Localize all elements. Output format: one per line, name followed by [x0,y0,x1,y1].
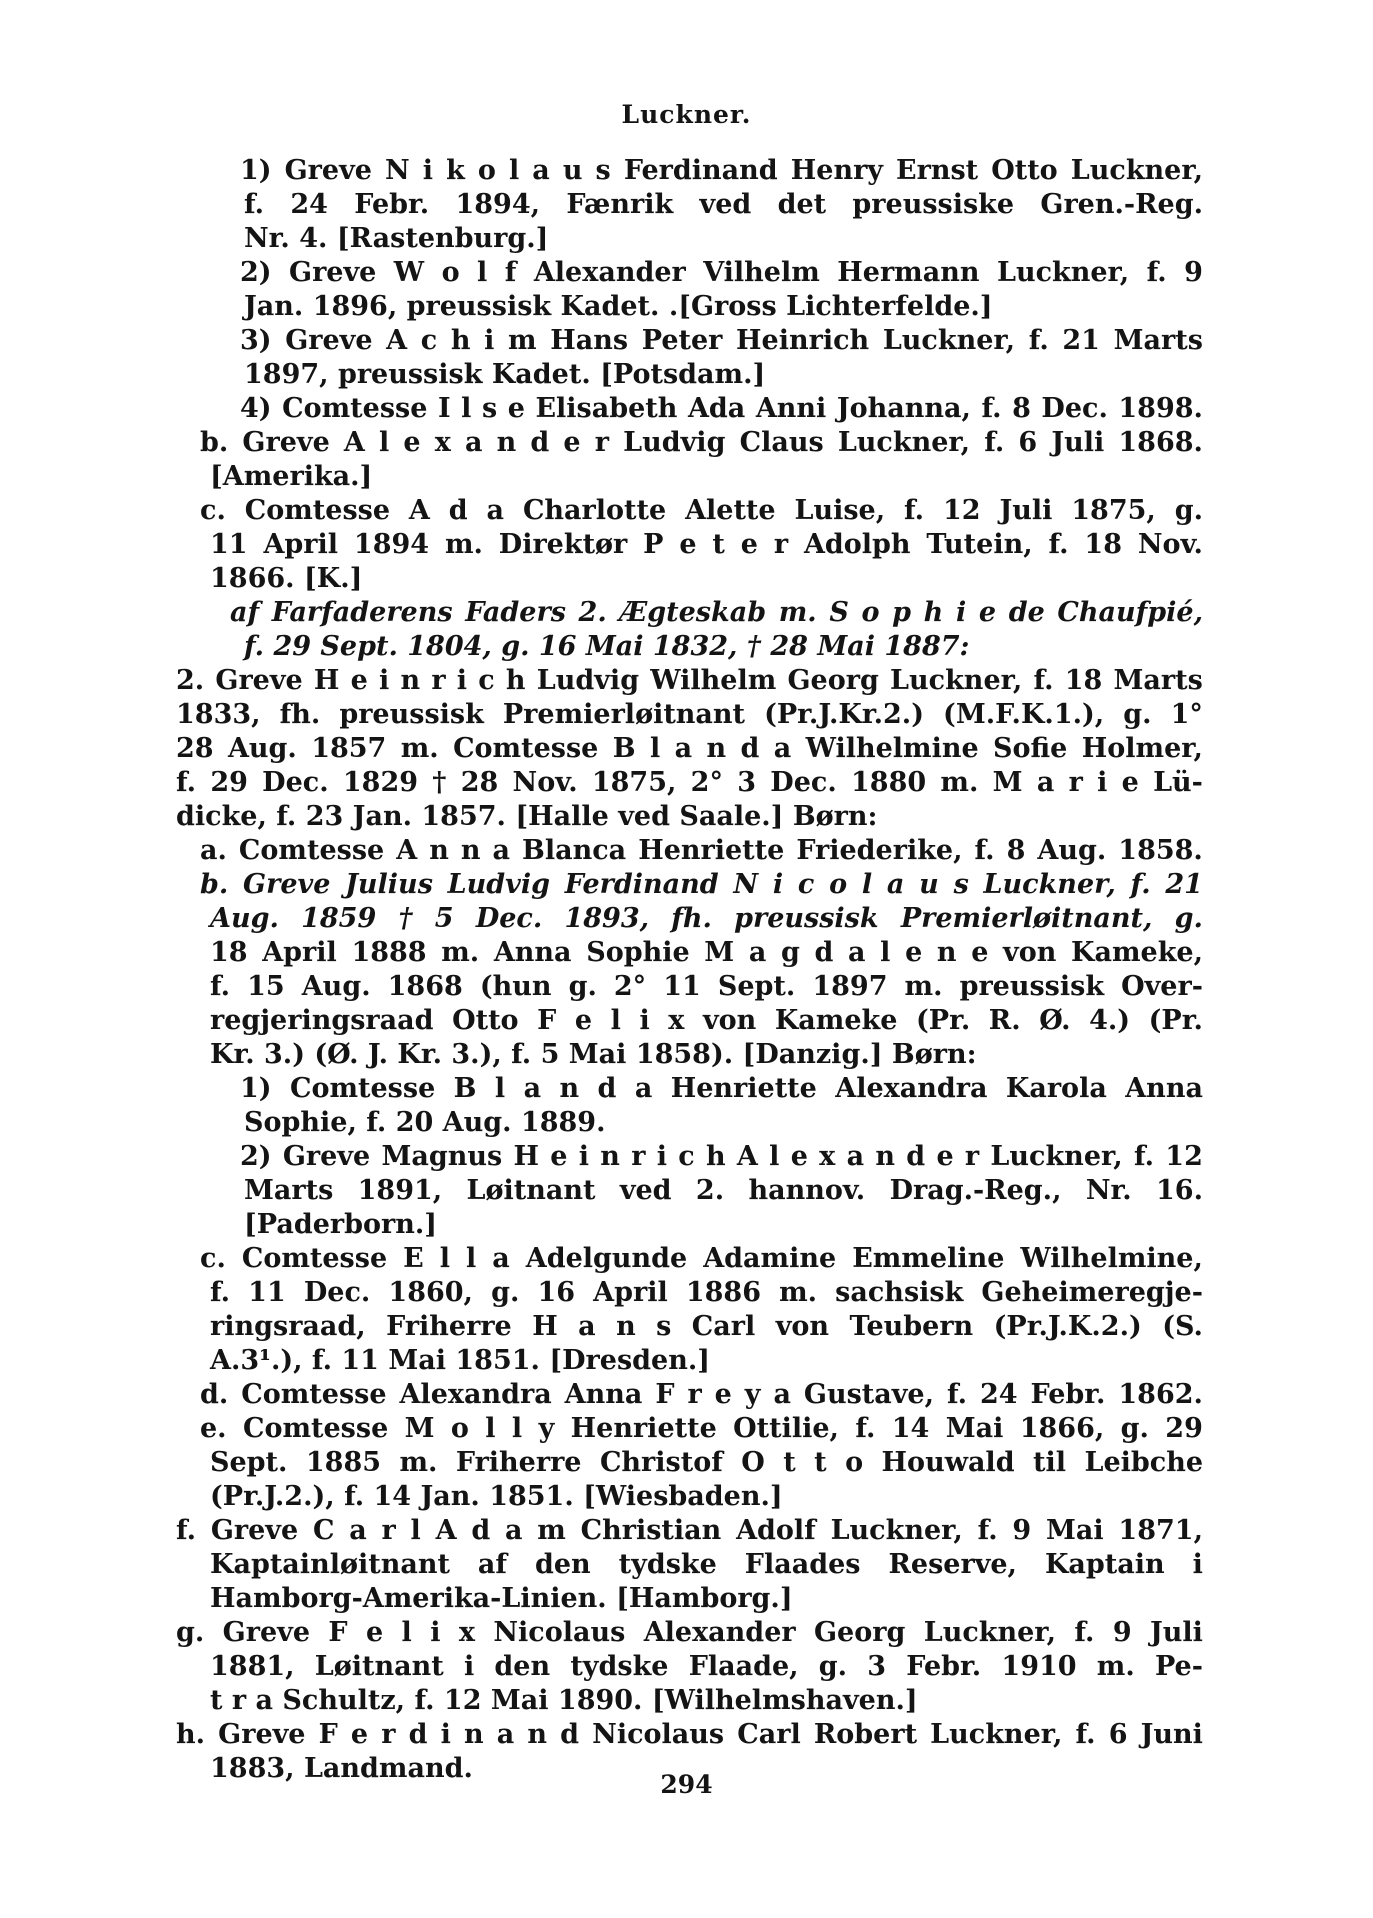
text-line: f. 29 Dec. 1829 † 28 Nov. 1875, 2° 3 Dec. 1880 m. M a r i e Lü- [176,767,1203,798]
text-line: Sept. 1885 m. Friherre Christof O t t o Houwald til Leibche [210,1447,1203,1478]
text-line: b. Greve Julius Ludvig Ferdinand N i c o l a u s Luckner, f. 21 [200,869,1203,900]
text-line: 11 April 1894 m. Direktør P e t e r Adolph Tutein, f. 18 Nov. [210,529,1203,560]
text-line: Aug. 1859 † 5 Dec. 1893, fh. preussisk Premierløitnant, g. [210,903,1203,934]
text-line: 1) Comtesse B l a n d a Henriette Alexandra Karola Anna [240,1073,1203,1104]
text-line: Marts 1891, Løitnant ved 2. hannov. Drag.-Reg., Nr. 16. [244,1175,1203,1206]
text-line: f. 24 Febr. 1894, Fænrik ved det preussiske Gren.-Reg. [244,189,1203,220]
text-line: regjeringsraad Otto F e l i x von Kameke (Pr. R. Ø. 4.) (Pr. [210,1005,1203,1036]
text-line: Nr. 4. [Rastenburg.] [244,223,549,254]
text-line: (Pr.J.2.), f. 14 Jan. 1851. [Wiesbaden.] [210,1481,783,1512]
text-line: Kr. 3.) (Ø. J. Kr. 3.), f. 5 Mai 1858). [Danzig.] Børn: [210,1039,977,1070]
text-line: 3) Greve A c h i m Hans Peter Heinrich Luckner, f. 21 Marts [240,325,1203,356]
text-line: Kaptainløitnant af den tydske Flaades Reserve, Kaptain i [210,1549,1203,1580]
text-line: 28 Aug. 1857 m. Comtesse B l a n d a Wilhelmine Sofie Holmer, [176,733,1203,764]
text-line: c. Comtesse A d a Charlotte Alette Luise, f. 12 Juli 1875, g. [200,495,1203,526]
text-line: dicke, f. 23 Jan. 1857. [Halle ved Saale.] Børn: [176,801,878,832]
text-line: f. Greve C a r l A d a m Christian Adolf Luckner, f. 9 Mai 1871, [176,1515,1203,1546]
text-line: d. Comtesse Alexandra Anna F r e y a Gustave, f. 24 Febr. 1862. [200,1379,1203,1410]
text-line: g. Greve F e l i x Nicolaus Alexander Georg Luckner, f. 9 Juli [176,1617,1203,1648]
text-line: 1881, Løitnant i den tydske Flaade, g. 3 Febr. 1910 m. Pe- [210,1651,1203,1682]
text-line: 1883, Landmand. [210,1753,473,1784]
text-line: t r a Schultz, f. 12 Mai 1890. [Wilhelmshaven.] [210,1685,918,1716]
text-line: 2. Greve H e i n r i c h Ludvig Wilhelm Georg Luckner, f. 18 Marts [176,665,1203,696]
text-line: Jan. 1896, preussisk Kadet. .[Gross Lichterfelde.] [244,291,993,322]
text-line: [Paderborn.] [244,1209,438,1240]
text-line: A.3¹.), f. 11 Mai 1851. [Dresden.] [210,1345,711,1376]
text-line: ringsraad, Friherre H a n s Carl von Teubern (Pr.J.K.2.) (S. [210,1311,1203,1342]
text-line: f. 15 Aug. 1868 (hun g. 2° 11 Sept. 1897 m. preussisk Over- [210,971,1203,1002]
text-line: 1897, preussisk Kadet. [Potsdam.] [244,359,766,390]
text-line: c. Comtesse E l l a Adelgunde Adamine Emmeline Wilhelmine, [200,1243,1203,1274]
text-line: 1866. [K.] [210,563,363,594]
text-line: f. 29 Sept. 1804, g. 16 Mai 1832, † 28 Mai 1887: [244,631,970,662]
text-line: f. 11 Dec. 1860, g. 16 April 1886 m. sachsisk Geheimeregje- [210,1277,1203,1308]
text-line: 18 April 1888 m. Anna Sophie M a g d a l e n e von Kameke, [210,937,1203,968]
text-line: Sophie, f. 20 Aug. 1889. [244,1107,606,1138]
text-line: 4) Comtesse I l s e Elisabeth Ada Anni Johanna, f. 8 Dec. 1898. [240,393,1203,424]
text-line: 1) Greve N i k o l a u s Ferdinand Henry Ernst Otto Luckner, [240,155,1203,186]
page-number: 294 [660,1770,713,1799]
text-line: 2) Greve W o l f Alexander Vilhelm Hermann Luckner, f. 9 [240,257,1203,288]
text-line: b. Greve A l e x a n d e r Ludvig Claus Luckner, f. 6 Juli 1868. [200,427,1203,458]
text-line: Hamborg-Amerika-Linien. [Hamborg.] [210,1583,793,1614]
text-line: e. Comtesse M o l l y Henriette Ottilie, f. 14 Mai 1866, g. 29 [200,1413,1203,1444]
page-header: Luckner. [621,100,752,129]
text-line: [Amerika.] [210,461,373,492]
text-line: h. Greve F e r d i n a n d Nicolaus Carl Robert Luckner, f. 6 Juni [176,1719,1203,1750]
text-line: 2) Greve Magnus H e i n r i c h A l e x a n d e r Luckner, f. 12 [240,1141,1203,1172]
text-line: a. Comtesse A n n a Blanca Henriette Friederike, f. 8 Aug. 1858. [200,835,1203,866]
text-line: af Farfaderens Faders 2. Ægteskab m. S o p h i e de Chaufpié, [230,597,1203,628]
text-line: 1833, fh. preussisk Premierløitnant (Pr.J.Kr.2.) (M.F.K.1.), g. 1° [176,699,1203,730]
